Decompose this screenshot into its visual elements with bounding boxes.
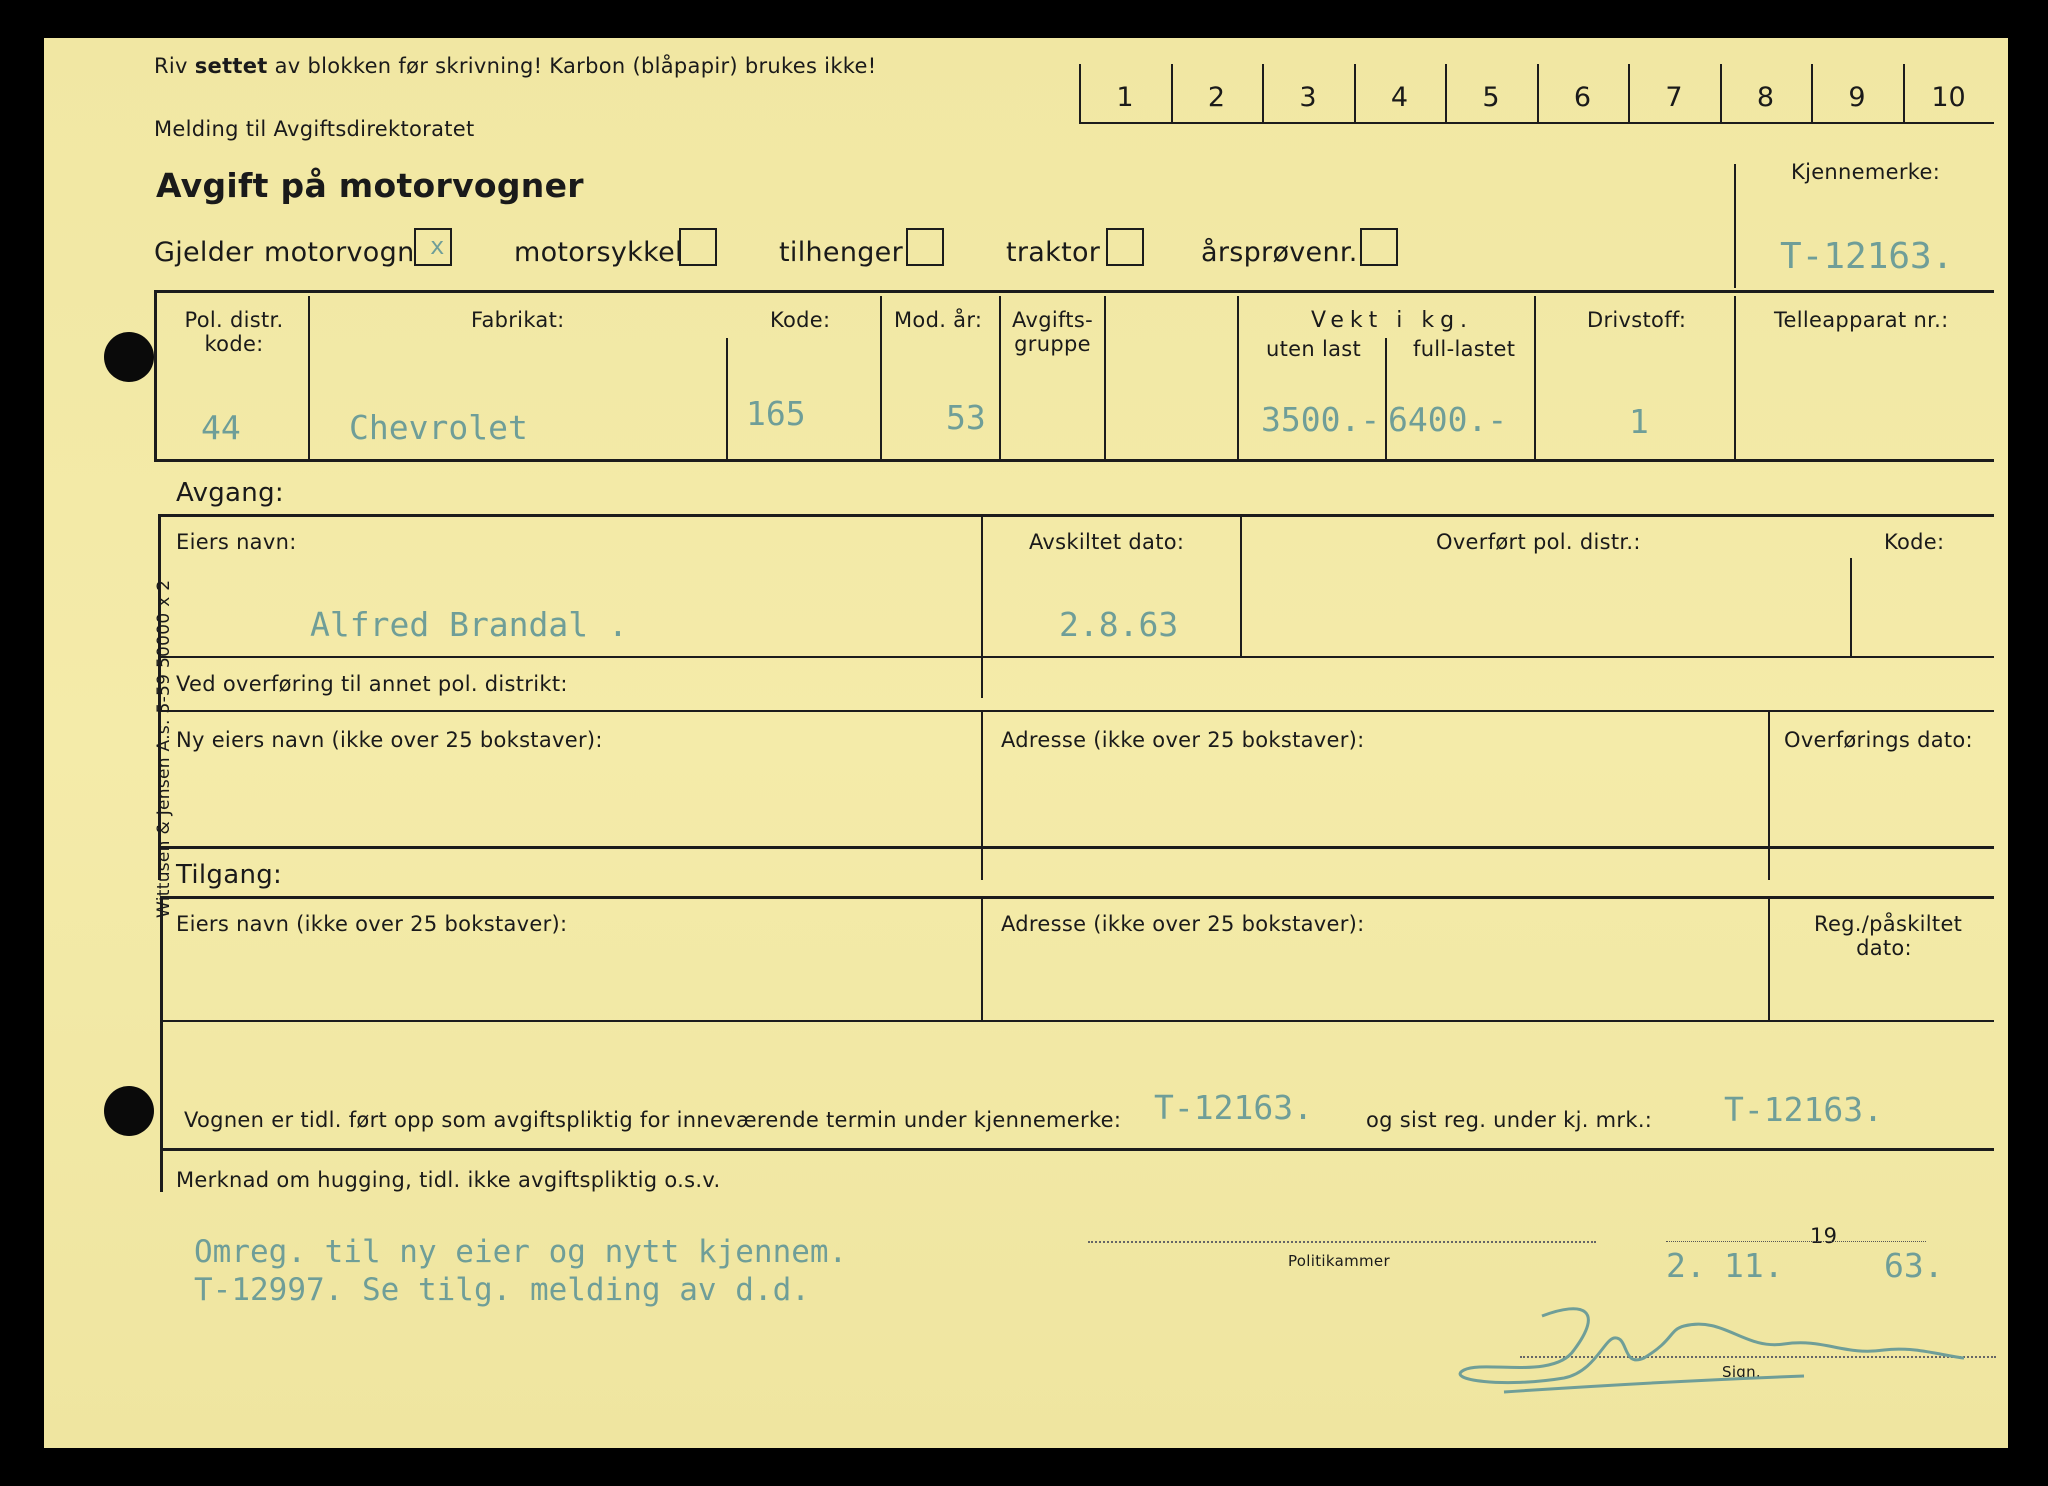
checkbox-motorvogn[interactable] xyxy=(414,228,452,266)
sign-label: Sign. xyxy=(1722,1363,1761,1381)
avskiltet-label: Avskiltet dato: xyxy=(1029,530,1185,554)
remarks-line-2: T-12997. Se tilg. melding av d.d. xyxy=(194,1272,810,1308)
remarks-line-1: Omreg. til ny eier og nytt kjennem. xyxy=(194,1234,848,1270)
col-divider xyxy=(726,338,728,460)
date-month: 11. xyxy=(1724,1246,1784,1285)
option-tilhenger-label: tilhenger xyxy=(779,237,903,268)
tilgang-adresse-label: Adresse (ikke over 25 bokstaver): xyxy=(1001,912,1365,936)
drivstoff-value: 1 xyxy=(1629,402,1649,441)
col-divider xyxy=(1850,558,1852,656)
avgang-top xyxy=(158,514,1994,517)
option-motorvogn-label: motorvogn xyxy=(264,237,415,268)
full-lastet-label: full-lastet xyxy=(1413,337,1516,361)
row-divider xyxy=(158,710,1994,712)
tax-form-card xyxy=(44,38,2008,1448)
column-number: 8 xyxy=(1756,82,1775,113)
number-divider xyxy=(1720,64,1722,124)
pol-distr-label: Pol. distr. kode: xyxy=(184,308,284,356)
col-divider xyxy=(308,296,310,460)
fabrikat-value: Chevrolet xyxy=(349,408,528,447)
pol-distr-value: 44 xyxy=(201,408,241,447)
col-divider xyxy=(1768,710,1770,880)
column-number: 2 xyxy=(1207,82,1226,113)
telleapparat-label: Telleapparat nr.: xyxy=(1774,308,1949,332)
column-number: 7 xyxy=(1665,82,1683,113)
number-divider xyxy=(1903,64,1905,124)
tilgang-eiers-navn-label: Eiers navn (ikke over 25 bokstaver): xyxy=(176,912,568,936)
previous-bottom xyxy=(160,1148,1994,1151)
checkbox-motorsykkel[interactable] xyxy=(679,228,717,266)
col-divider xyxy=(1240,514,1242,656)
kjennemerke-label: Kjennemerke: xyxy=(1791,160,1941,184)
ny-adresse-label: Adresse (ikke over 25 bokstaver): xyxy=(1001,728,1365,752)
col-divider xyxy=(981,514,983,698)
remarks-label: Merknad om hugging, tidl. ikke avgiftspliktig o.s.v. xyxy=(176,1168,721,1192)
col-divider xyxy=(1385,338,1387,460)
number-divider xyxy=(1171,64,1173,124)
form-title: Avgift på motorvogner xyxy=(156,166,584,205)
column-number: 5 xyxy=(1482,82,1500,113)
number-divider xyxy=(1537,64,1539,124)
vekt-label: Vekt i kg. xyxy=(1311,308,1474,333)
col-divider xyxy=(999,296,1001,460)
row-divider xyxy=(160,1020,1994,1022)
column-number: 1 xyxy=(1116,82,1134,113)
number-divider xyxy=(1079,64,1081,124)
mod-aar-label: Mod. år: xyxy=(894,308,983,332)
year-prefix: 19 xyxy=(1810,1224,1838,1248)
politikammer-line xyxy=(1088,1241,1596,1243)
eiers-navn-label: Eiers navn: xyxy=(176,530,297,554)
previous-text: Vognen er tidl. ført opp som avgiftspliktig for inneværende termin under kjennemerke: xyxy=(184,1108,1122,1132)
tilgang-top xyxy=(160,896,1994,899)
number-divider xyxy=(1262,64,1264,124)
kode-label: Kode: xyxy=(770,308,831,332)
vehicle-table-bottom xyxy=(154,459,1994,462)
avgang-label: Avgang: xyxy=(176,478,284,508)
recipient-text: Melding til Avgiftsdirektoratet xyxy=(154,117,475,141)
kode-value: 165 xyxy=(746,394,806,433)
eiers-navn-value: Alfred Brandal . xyxy=(310,605,628,644)
number-divider xyxy=(1811,64,1813,124)
sist-value: T-12163. xyxy=(1724,1090,1883,1129)
gjelder-label: Gjelder xyxy=(154,237,254,268)
avgiftsgruppe-label: Avgifts- gruppe xyxy=(1012,308,1093,356)
column-number: 3 xyxy=(1299,82,1317,113)
instruction-text: Riv settet av blokken før skrivning! Karbon (blåpapir) brukes ikke! xyxy=(154,54,877,78)
signature xyxy=(1444,1260,2004,1410)
full-lastet-value: 6400.- xyxy=(1388,400,1508,439)
uten-last-label: uten last xyxy=(1266,337,1362,361)
overfort-label: Overført pol. distr.: xyxy=(1436,530,1641,554)
fabrikat-label: Fabrikat: xyxy=(471,308,565,332)
checkbox-tilhenger[interactable] xyxy=(906,228,944,266)
col-divider xyxy=(880,296,882,460)
ny-eier-label: Ny eiers navn (ikke over 25 bokstaver): xyxy=(176,728,603,752)
option-motorsykkel-label: motorsykkel xyxy=(514,237,683,268)
column-number: 6 xyxy=(1573,82,1592,113)
politikammer-label: Politikammer xyxy=(1288,1252,1390,1270)
vehicle-table-left xyxy=(154,290,157,462)
col-divider xyxy=(981,896,983,1020)
avskiltet-value: 2.8.63 xyxy=(1059,605,1179,644)
col-divider xyxy=(1734,296,1736,460)
date-day: 2. xyxy=(1666,1246,1706,1285)
kjennemerke-value: T-12163. xyxy=(1780,236,1954,277)
tilgang-label: Tilgang: xyxy=(176,860,283,890)
mod-aar-value: 53 xyxy=(946,398,986,437)
row-divider xyxy=(158,656,1994,658)
year-suffix: 63. xyxy=(1884,1246,1944,1285)
number-divider xyxy=(1445,64,1447,124)
overforings-dato-label: Overførings dato: xyxy=(1784,728,1973,752)
check-mark: x xyxy=(430,232,445,260)
number-divider xyxy=(1628,64,1630,124)
overforing-label: Ved overføring til annet pol. distrikt: xyxy=(176,672,568,696)
date-line xyxy=(1666,1241,1926,1242)
col-divider xyxy=(1104,296,1106,460)
avgang-kode-label: Kode: xyxy=(1884,530,1945,554)
checkbox-arsprovenr[interactable] xyxy=(1360,228,1398,266)
kjennemerke-divider xyxy=(1734,164,1736,288)
col-divider xyxy=(981,710,983,880)
drivstoff-label: Drivstoff: xyxy=(1587,308,1687,332)
column-number: 9 xyxy=(1848,82,1866,113)
printer-credit: Wittusen & Jensen A.s. 5-59 50000 x 2 xyxy=(154,579,174,918)
vehicle-table-top xyxy=(154,290,1994,293)
checkbox-traktor[interactable] xyxy=(1106,228,1144,266)
avgang-bottom xyxy=(158,846,1994,849)
column-number: 4 xyxy=(1390,82,1409,113)
uten-last-value: 3500.- xyxy=(1261,400,1381,439)
option-arsprovenr-label: årsprøvenr. xyxy=(1201,237,1358,268)
col-divider xyxy=(1237,296,1239,460)
punch-hole xyxy=(104,332,154,382)
column-number: 10 xyxy=(1931,82,1966,113)
reg-dato-label: Reg./påskiltet dato: xyxy=(1814,912,1963,960)
col-divider xyxy=(1534,296,1536,460)
previous-kjennemerke: T-12163. xyxy=(1154,1088,1313,1127)
option-traktor-label: traktor xyxy=(1006,237,1101,268)
col-divider xyxy=(1768,896,1770,1020)
sist-label: og sist reg. under kj. mrk.: xyxy=(1366,1108,1653,1132)
punch-hole xyxy=(104,1086,154,1136)
number-divider xyxy=(1354,64,1356,124)
